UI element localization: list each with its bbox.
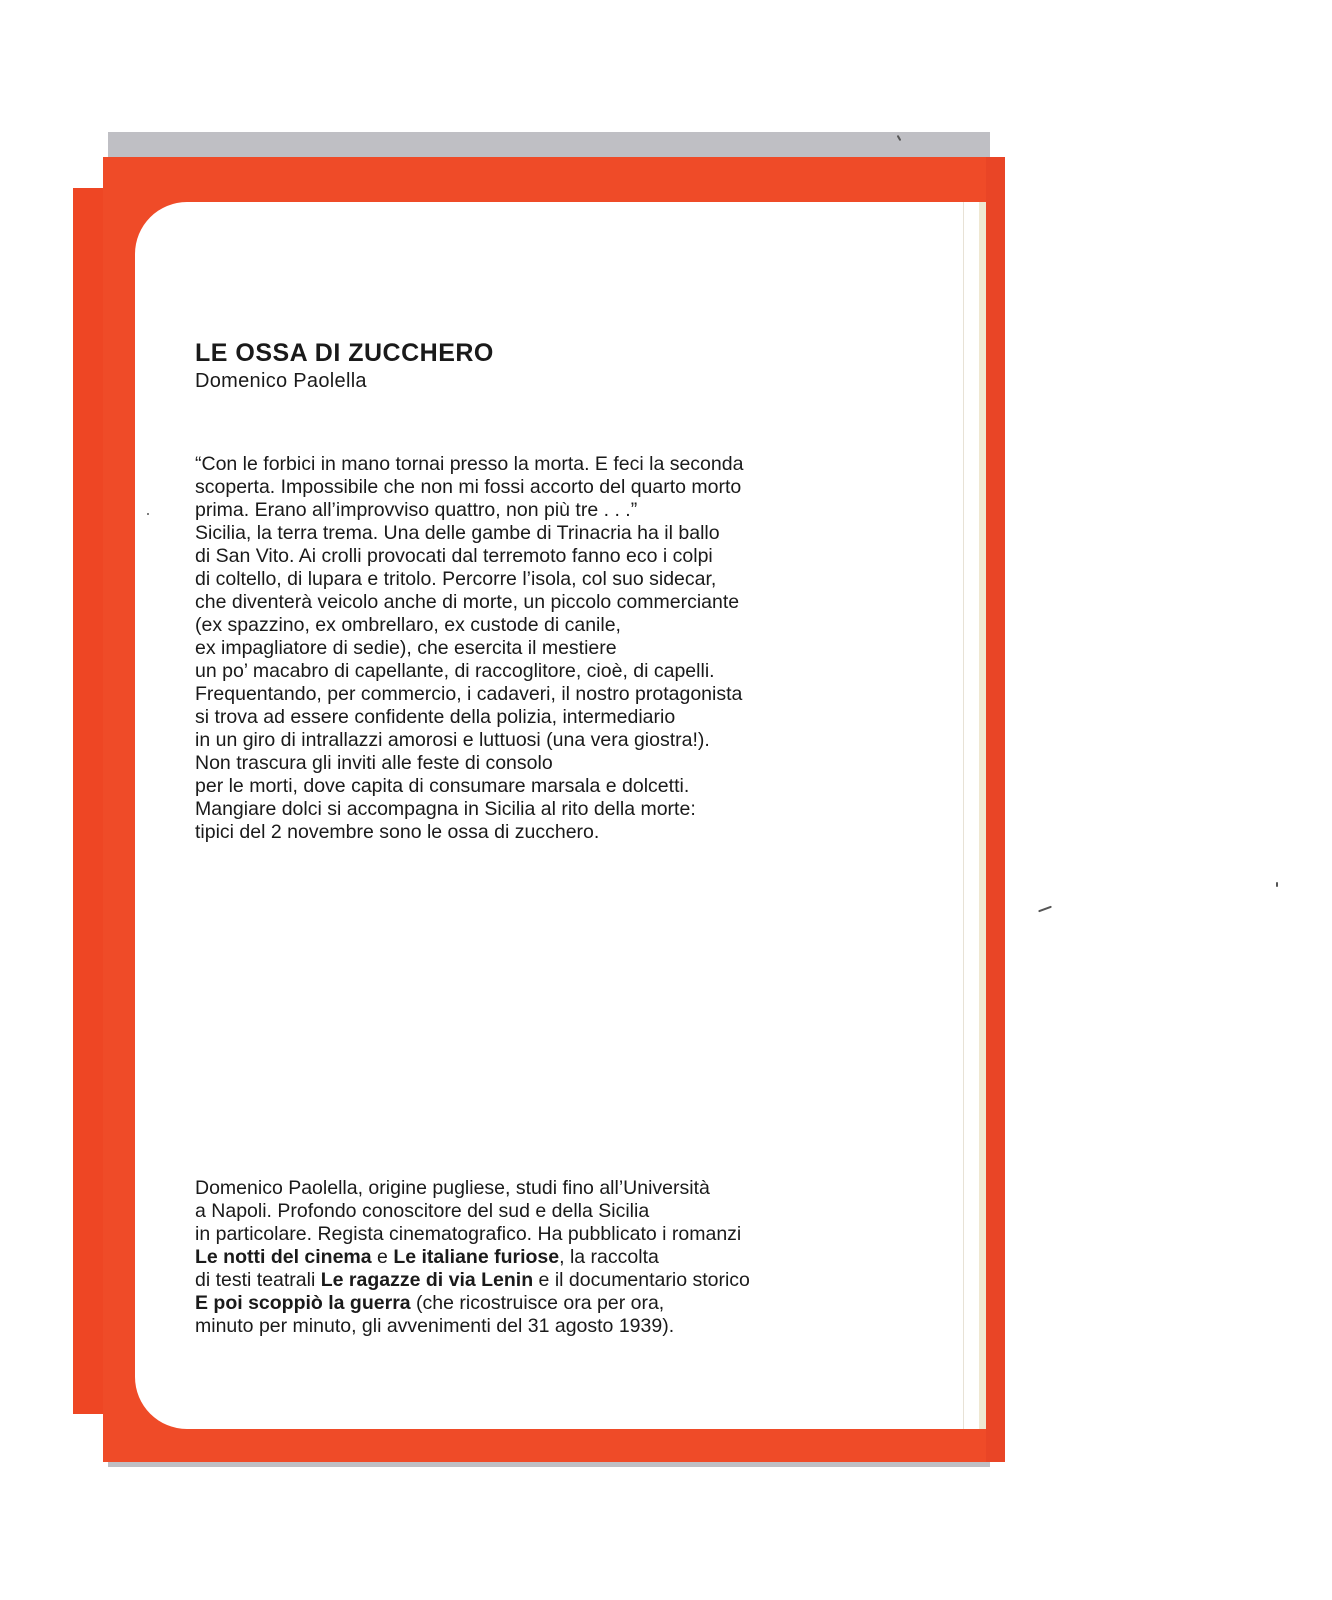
blurb-line: in un giro di intrallazzi amorosi e luttuosi (una vera giostra!). xyxy=(195,729,710,751)
right-edge xyxy=(986,157,1005,1462)
blurb-line: scoperta. Impossibile che non mi fossi accorto del quarto morto xyxy=(195,476,742,498)
author-bio xyxy=(195,1177,915,1338)
scan-speck xyxy=(1038,906,1052,913)
spine-tab xyxy=(73,188,107,1414)
blurb-line: per le morti, dove capita di consumare marsala e dolcetti. xyxy=(195,775,690,797)
blurb-line: si trova ad essere confidente della polizia, intermediario xyxy=(195,706,676,728)
blurb-line: ex impagliatore di sedie), che esercita il mestiere xyxy=(195,637,617,659)
bio-text: , la raccolta xyxy=(559,1246,659,1268)
bio-line: minuto per minuto, gli avvenimenti del 31 agosto 1939). xyxy=(195,1315,675,1337)
book-author: Domenico Paolella xyxy=(195,370,367,392)
blurb-line: di San Vito. Ai crolli provocati dal terremoto fanno eco i colpi xyxy=(195,545,713,567)
blurb-line: che diventerà veicolo anche di morte, un piccolo commerciante xyxy=(195,591,740,613)
blurb-line: di coltello, di lupara e tritolo. Percorre l’isola, col suo sidecar, xyxy=(195,568,717,590)
novel-title: Le italiane furiose xyxy=(393,1246,560,1268)
scan-speck xyxy=(1276,882,1278,887)
blurb-line: Sicilia, la terra trema. Una delle gambe di Trinacria ha il ballo xyxy=(195,522,720,544)
bio-line: a Napoli. Profondo conoscitore del sud e della Sicilia xyxy=(195,1200,650,1222)
blurb-line: Frequentando, per commercio, i cadaveri, il nostro protagonista xyxy=(195,683,743,705)
hinge-strip xyxy=(963,202,980,1429)
novel-title: Le notti del cinema xyxy=(195,1246,372,1268)
bio-line: in particolare. Regista cinematografico. Ha pubblicato i romanzi xyxy=(195,1223,742,1245)
bio-line xyxy=(195,1246,915,1269)
blurb-line: Mangiare dolci si accompagna in Sicilia al rito della morte: xyxy=(195,798,696,820)
hinge-edge xyxy=(979,202,986,1429)
bio-line xyxy=(195,1269,915,1292)
bio-text: e xyxy=(371,1246,394,1268)
scan-speck xyxy=(147,513,149,515)
bio-text: e il documentario storico xyxy=(533,1269,750,1291)
bio-text: (che ricostruisce ora per ora, xyxy=(410,1292,665,1314)
blurb-line: tipici del 2 novembre sono le ossa di zucchero. xyxy=(195,821,600,843)
blurb-line: un po’ macabro di capellante, di raccoglitore, cioè, di capelli. xyxy=(195,660,715,682)
blurb-line: prima. Erano all’improvviso quattro, non più tre . . .” xyxy=(195,499,638,521)
bio-line: Domenico Paolella, origine pugliese, studi fino all’Università xyxy=(195,1177,710,1199)
blurb-line: (ex spazzino, ex ombrellaro, ex custode di canile, xyxy=(195,614,621,636)
blurb-text xyxy=(195,453,915,844)
bio-text: di testi teatrali xyxy=(195,1269,321,1291)
blurb-line: “Con le forbici in mano tornai presso la morta. E feci la seconda xyxy=(195,453,744,475)
blurb-line: Non trascura gli inviti alle feste di consolo xyxy=(195,752,553,774)
book-title: LE OSSA DI ZUCCHERO xyxy=(195,339,494,367)
plays-title: Le ragazze di via Lenin xyxy=(320,1269,534,1291)
bio-line xyxy=(195,1292,915,1315)
documentary-title: E poi scoppiò la guerra xyxy=(195,1292,411,1314)
